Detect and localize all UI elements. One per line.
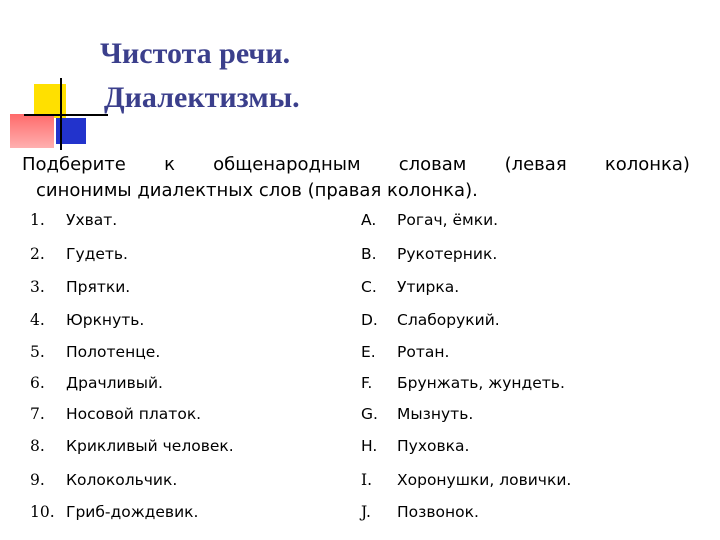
- instruction-word: общенародным: [213, 154, 361, 175]
- right-item-text: Хоронушки, ловички.: [397, 471, 572, 489]
- left-item-number: 3.: [30, 278, 45, 296]
- instruction-line-1: [22, 152, 690, 178]
- left-item-number: 5.: [30, 343, 45, 361]
- horizontal-line: [24, 114, 108, 116]
- left-item-text: Прятки.: [66, 278, 131, 296]
- title-line-2: Диалектизмы.: [104, 81, 300, 114]
- left-item-text: Гудеть.: [66, 245, 128, 263]
- left-item-number: 2.: [30, 245, 45, 263]
- left-item-number: 1.: [30, 211, 45, 229]
- left-item-number: 8.: [30, 437, 45, 455]
- right-item-text: Рукотерник.: [397, 245, 498, 263]
- right-item-letter: J.: [361, 503, 371, 521]
- right-item-letter: A.: [361, 211, 377, 229]
- title-line-1: Чистота речи.: [100, 37, 291, 70]
- red-square: [10, 114, 54, 148]
- right-item-letter: B.: [361, 245, 377, 263]
- instruction-word: словам: [398, 154, 467, 175]
- left-item-text: Полотенце.: [66, 343, 161, 361]
- right-item-text: Позвонок.: [397, 503, 479, 521]
- instruction-word: Подберите: [22, 154, 126, 175]
- left-item-number: 9.: [30, 471, 45, 489]
- right-item-text: Ротан.: [397, 343, 450, 361]
- right-item-letter: H.: [361, 437, 378, 455]
- left-item-number: 4.: [30, 311, 45, 329]
- right-item-letter: I.: [361, 471, 373, 489]
- instruction-word: (левая: [504, 154, 567, 175]
- right-item-letter: G.: [361, 405, 378, 423]
- right-item-text: Пуховка.: [397, 437, 470, 455]
- left-item-text: Гриб-дождевик.: [66, 503, 199, 521]
- left-item-number: 6.: [30, 374, 45, 392]
- right-item-text: Мызнуть.: [397, 405, 474, 423]
- instruction-line-2: синонимы диалектных слов (правая колонка).: [36, 180, 478, 201]
- right-item-letter: E.: [361, 343, 376, 361]
- instruction-text: [22, 152, 690, 204]
- right-item-letter: D.: [361, 311, 378, 329]
- left-item-number: 7.: [30, 405, 45, 423]
- left-item-text: Юркнуть.: [66, 311, 145, 329]
- left-item-text: Носовой платок.: [66, 405, 202, 423]
- instruction-word: колонка): [604, 154, 690, 175]
- left-item-text: Крикливый человек.: [66, 437, 234, 455]
- right-item-text: Рогач, ёмки.: [397, 211, 499, 229]
- right-item-letter: F.: [361, 374, 373, 392]
- right-item-text: Слаборукий.: [397, 311, 500, 329]
- left-item-number: 10.: [30, 503, 55, 521]
- left-item-text: Драчливый.: [66, 374, 163, 392]
- left-item-text: Ухват.: [66, 211, 118, 229]
- instruction-word: к: [164, 154, 175, 175]
- left-item-text: Колокольчик.: [66, 471, 178, 489]
- right-item-text: Брунжать, жундеть.: [397, 374, 565, 392]
- right-item-letter: C.: [361, 278, 377, 296]
- page-title: [100, 32, 660, 120]
- right-item-text: Утирка.: [397, 278, 460, 296]
